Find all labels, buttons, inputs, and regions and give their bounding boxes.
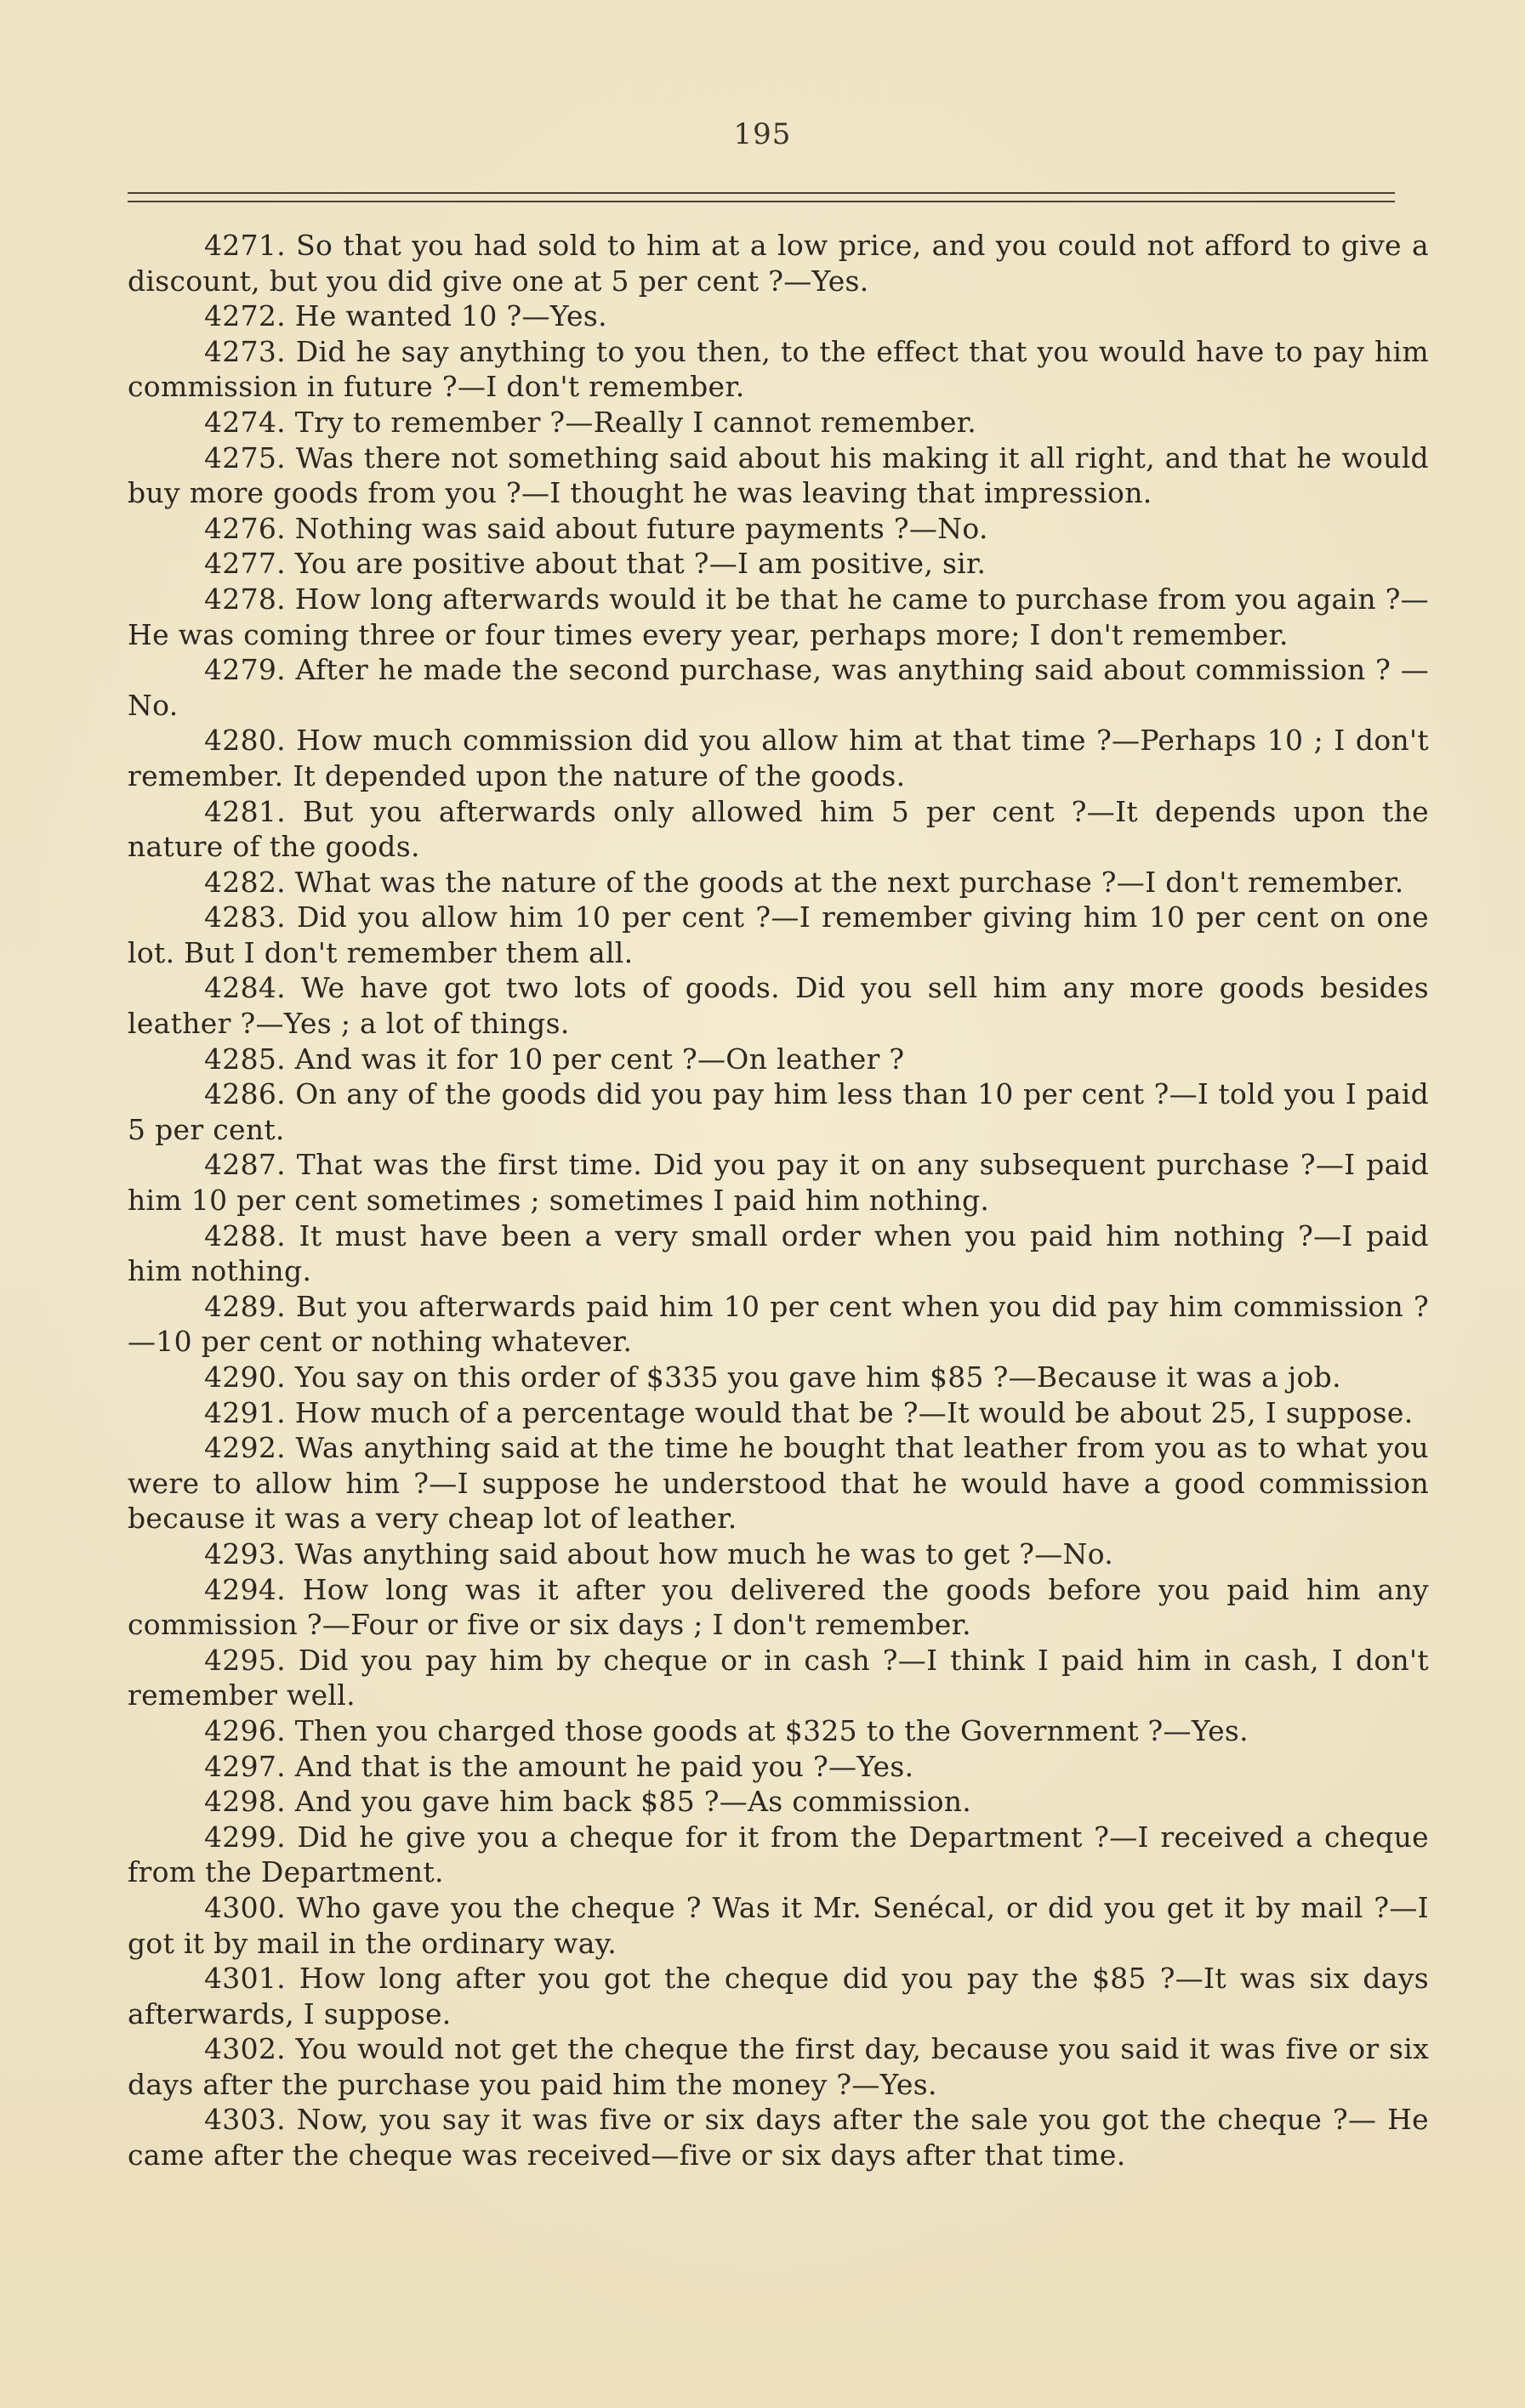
paragraph-4281: 4281. But you afterwards only allowed him 5 per cent ?—It depends upon the nature of the goods.	[128, 794, 1429, 864]
paragraph-4278: 4278. How long afterwards would it be that he came to purchase from you again ?—He was coming three or four times every year, perhaps more; I don't remember.	[128, 582, 1429, 651]
paragraph-4279: 4279. After he made the second purchase, was anything said about commission ? —No.	[128, 653, 1429, 722]
paragraph-4297: 4297. And that is the amount he paid you ?—Yes.	[204, 1749, 914, 1783]
paragraph-4286: 4286. On any of the goods did you pay him less than 10 per cent ?—I told you I paid 5 per cent.	[128, 1077, 1429, 1146]
testimony-text	[128, 228, 1429, 2173]
paragraph-4302: 4302. You would not get the cheque the first day, because you said it was five or six days after the purchase you paid him the money ?—Yes.	[128, 2032, 1429, 2101]
paragraph-4303: 4303. Now, you say it was five or six days after the sale you got the cheque ?— He came after the cheque was received—five or six days after that time.	[128, 2103, 1429, 2172]
paragraph-4296: 4296. Then you charged those goods at $325 to the Government ?—Yes.	[204, 1713, 1249, 1747]
paragraph-4301: 4301. How long after you got the cheque did you pay the $85 ?—It was six days afterwards, I suppose.	[128, 1962, 1429, 2030]
paragraph-4272: 4272. He wanted 10 ?—Yes.	[204, 299, 607, 333]
paragraph-4275: 4275. Was there not something said about his making it all right, and that he would buy more goods from you ?—I thought he was leaving that impression.	[128, 440, 1429, 510]
paragraph-4299: 4299. Did he give you a cheque for it from the Department ?—I received a cheque from the Department.	[128, 1820, 1429, 1889]
paragraph-4300: 4300. Who gave you the cheque ? Was it Mr. Senécal, or did you get it by mail ?—I got it by mail in the ordinary way.	[128, 1890, 1429, 1960]
paragraph-4294: 4294. How long was it after you delivered the goods before you paid him any commission ?—Four or five or six days ; I don't remember.	[128, 1572, 1429, 1642]
paragraph-4283: 4283. Did you allow him 10 per cent ?—I remember giving him 10 per cent on one lot. But I don't remember them all.	[128, 900, 1429, 969]
paragraph-4298: 4298. And you gave him back $85 ?—As commission.	[204, 1785, 972, 1819]
page-number: 195	[733, 117, 792, 151]
paragraph-4273: 4273. Did he say anything to you then, to the effect that you would have to pay him commission in future ?—I don't remember.	[128, 334, 1429, 404]
paragraph-4295: 4295. Did you pay him by cheque or in cash ?—I think I paid him in cash, I don't remember well.	[128, 1643, 1429, 1712]
paragraph-4282: 4282. What was the nature of the goods at the next purchase ?—I don't remember.	[204, 865, 1404, 899]
paragraph-4280: 4280. How much commission did you allow him at that time ?—Perhaps 10 ; I don't remember. It depended upon the nature of the goods.	[128, 724, 1429, 792]
paragraph-4289: 4289. But you afterwards paid him 10 per cent when you did pay him commission ?—10 per cent or nothing whatever.	[128, 1289, 1429, 1359]
paragraph-4277: 4277. You are positive about that ?—I am positive, sir.	[204, 547, 987, 581]
header-rule-bottom	[128, 201, 1395, 202]
header-rule-top	[128, 192, 1395, 194]
paragraph-4293: 4293. Was anything said about how much he was to get ?—No.	[204, 1536, 1114, 1570]
paragraph-4290: 4290. You say on this order of $335 you gave him $85 ?—Because it was a job.	[204, 1360, 1341, 1394]
paragraph-4285: 4285. And was it for 10 per cent ?—On leather ?	[204, 1042, 905, 1076]
paragraph-4276: 4276. Nothing was said about future payments ?—No.	[204, 511, 988, 545]
paragraph-4291: 4291. How much of a percentage would that be ?—It would be about 25, I suppose.	[204, 1395, 1414, 1429]
paragraph-4274: 4274. Try to remember ?—Really I cannot remember.	[204, 405, 977, 439]
paragraph-4288: 4288. It must have been a very small order when you paid him nothing ?—I paid him nothing.	[128, 1218, 1429, 1288]
paragraph-4271: 4271. So that you had sold to him at a low price, and you could not afford to give a discount, but you did give one at 5 per cent ?—Yes.	[128, 229, 1429, 298]
paragraph-4287: 4287. That was the first time. Did you pay it on any subsequent purchase ?—I paid him 10 per cent sometimes ; sometimes I paid him nothing.	[128, 1148, 1429, 1218]
paragraph-4284: 4284. We have got two lots of goods. Did you sell him any more goods besides leather ?—Yes ; a lot of things.	[128, 971, 1429, 1041]
paragraph-4292: 4292. Was anything said at the time he bought that leather from you as to what you were to allow him ?—I suppose he understood that he would have a good commission because it was a very cheap lot of leather.	[128, 1431, 1429, 1536]
